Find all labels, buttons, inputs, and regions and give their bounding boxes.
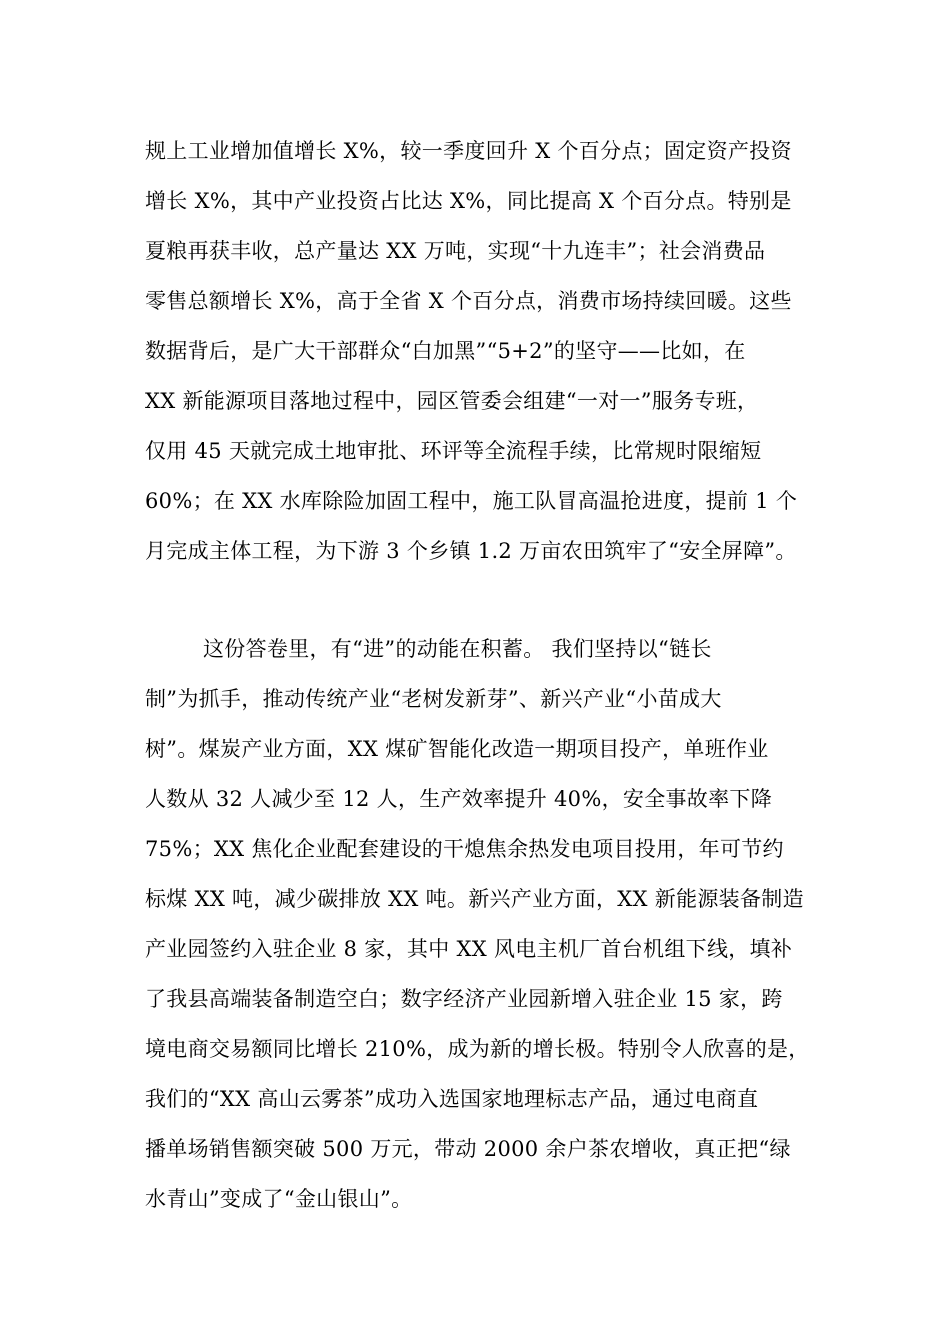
text-line: 夏粮再获丰收，总产量达 XX 万吨，实现“十九连丰”；社会消费品 [145,239,766,263]
text-line: 规上工业增加值增长 X%，较一季度回升 X 个百分点；固定资产投资 [145,139,792,163]
text-line: 75%；XX 焦化企业配套建设的干熄焦余热发电项目投用，年可节约 [145,837,784,861]
text-line: 水青山”变成了“金山银山”。 [145,1187,413,1211]
text-line: 标煤 XX 吨，减少碳排放 XX 吨。新兴产业方面，XX 新能源装备制造 [145,887,804,911]
text-line: 月完成主体工程，为下游 3 个乡镇 1.2 万亩农田筑牢了“安全屏障”。 [145,539,797,563]
text-line: XX 新能源项目落地过程中，园区管委会组建“一对一”服务专班， [145,389,759,413]
text-line: 数据背后，是广大干部群众“白加黑”“5+2”的坚守——比如，在 [145,339,746,363]
text-line: 增长 X%，其中产业投资占比达 X%，同比提高 X 个百分点。特别是 [145,189,792,213]
text-line: 播单场销售额突破 500 万元，带动 2000 余户茶农增收，真正把“绿 [145,1137,791,1161]
text-line: 这份答卷里，有“进”的动能在积蓄。 我们坚持以“链长 [203,637,712,661]
text-line: 仅用 45 天就完成土地审批、环评等全流程手续，比常规时限缩短 [145,439,762,463]
text-line: 制”为抓手，推动传统产业“老树发新芽”、新兴产业“小苗成大 [145,687,722,711]
text-line: 境电商交易额同比增长 210%，成为新的增长极。特别令人欣喜的是， [145,1037,810,1061]
text-line: 树”。煤炭产业方面，XX 煤矿智能化改造一期项目投产，单班作业 [145,737,769,761]
text-line: 人数从 32 人减少至 12 人，生产效率提升 40%，安全事故率下降 [145,787,772,811]
text-line: 产业园签约入驻企业 8 家，其中 XX 风电主机厂首台机组下线，填补 [145,937,793,961]
text-line: 60%；在 XX 水库除险加固工程中，施工队冒高温抢进度，提前 1 个 [145,489,798,513]
text-line: 我们的“XX 高山云雾茶”成功入选国家地理标志产品，通过电商直 [145,1087,759,1111]
text-line: 零售总额增长 X%，高于全省 X 个百分点，消费市场持续回暖。这些 [145,289,792,313]
text-line: 了我县高端装备制造空白；数字经济产业园新增入驻企业 15 家，跨 [145,987,783,1011]
